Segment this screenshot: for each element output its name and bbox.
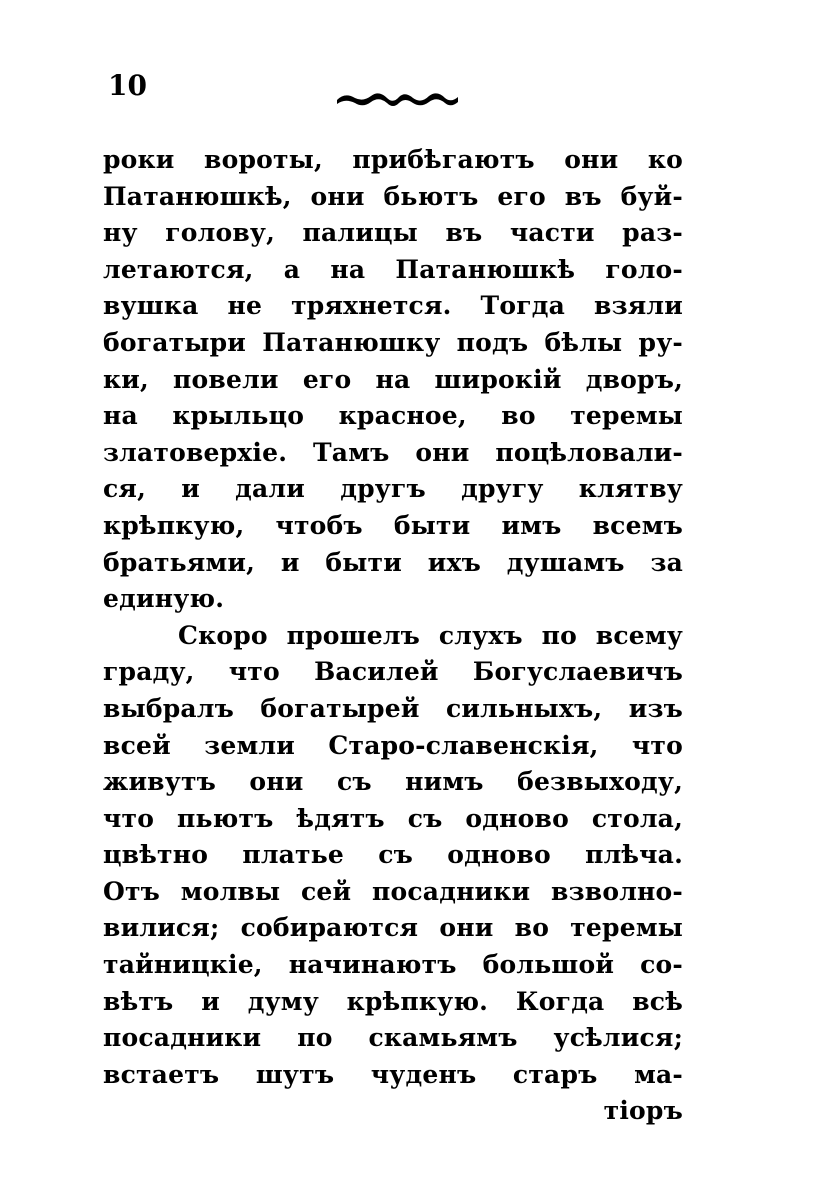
text-line: тайницкіе, начинаютъ большой со- [103,950,683,980]
text-line: всей земли Старо-славенскія, что [103,730,683,760]
text-line: златоверхіе. Тамъ они поцѣловали- [103,437,683,467]
text-line: Отъ молвы сей посадники взволно- [103,876,683,906]
text-line: граду, что Василей Богуслаевичъ [103,657,683,687]
text-line: братьями, и быти ихъ душамъ за [103,547,683,577]
text-line: вушка не тряхнется. Тогда взяли [103,291,683,321]
text-line: ся, и дали другъ другу клятву [103,474,683,504]
text-line: ну голову, палицы въ части раз- [103,218,683,248]
text-line: на крыльцо красное, во теремы [103,401,683,431]
text-line: цвѣтно платье съ одново плѣча. [103,840,683,870]
text-line: летаются, а на Патанюшкѣ голо- [103,254,683,284]
text-line: роки вороты, прибѣгаютъ они ко [103,145,683,174]
catchword: тіоръ [603,1096,683,1126]
text-line: встаетъ шутъ чуденъ старъ ма- [103,1059,683,1089]
header-ornament-icon [335,88,460,110]
body-text [103,142,683,1130]
text-line: ки, повели его на широкій дворъ, [103,364,683,394]
text-line: вѣтъ и думу крѣпкую. Когда всѣ [103,986,683,1016]
text-line: посадники по скамьямъ усѣлися; [103,1023,683,1053]
paragraph-start-line: Скоро прошелъ слухъ по всему [178,620,683,650]
text-line: богатыри Патанюшку подъ бѣлы ру- [103,327,683,357]
text-line: что пьютъ ѣдятъ съ одново стола, [103,803,683,833]
text-line: единую. [103,584,225,614]
text-line: живутъ они съ нимъ безвыходу, [103,767,683,797]
text-line: Патанюшкѣ, они бьютъ его въ буй- [103,181,683,211]
page-number: 10 [108,69,147,102]
text-line: вилися; собираются они во теремы [103,913,683,943]
text-line: крѣпкую, чтобъ быти имъ всемъ [103,510,683,540]
text-line: выбралъ богатырей сильныхъ, изъ [103,693,683,723]
